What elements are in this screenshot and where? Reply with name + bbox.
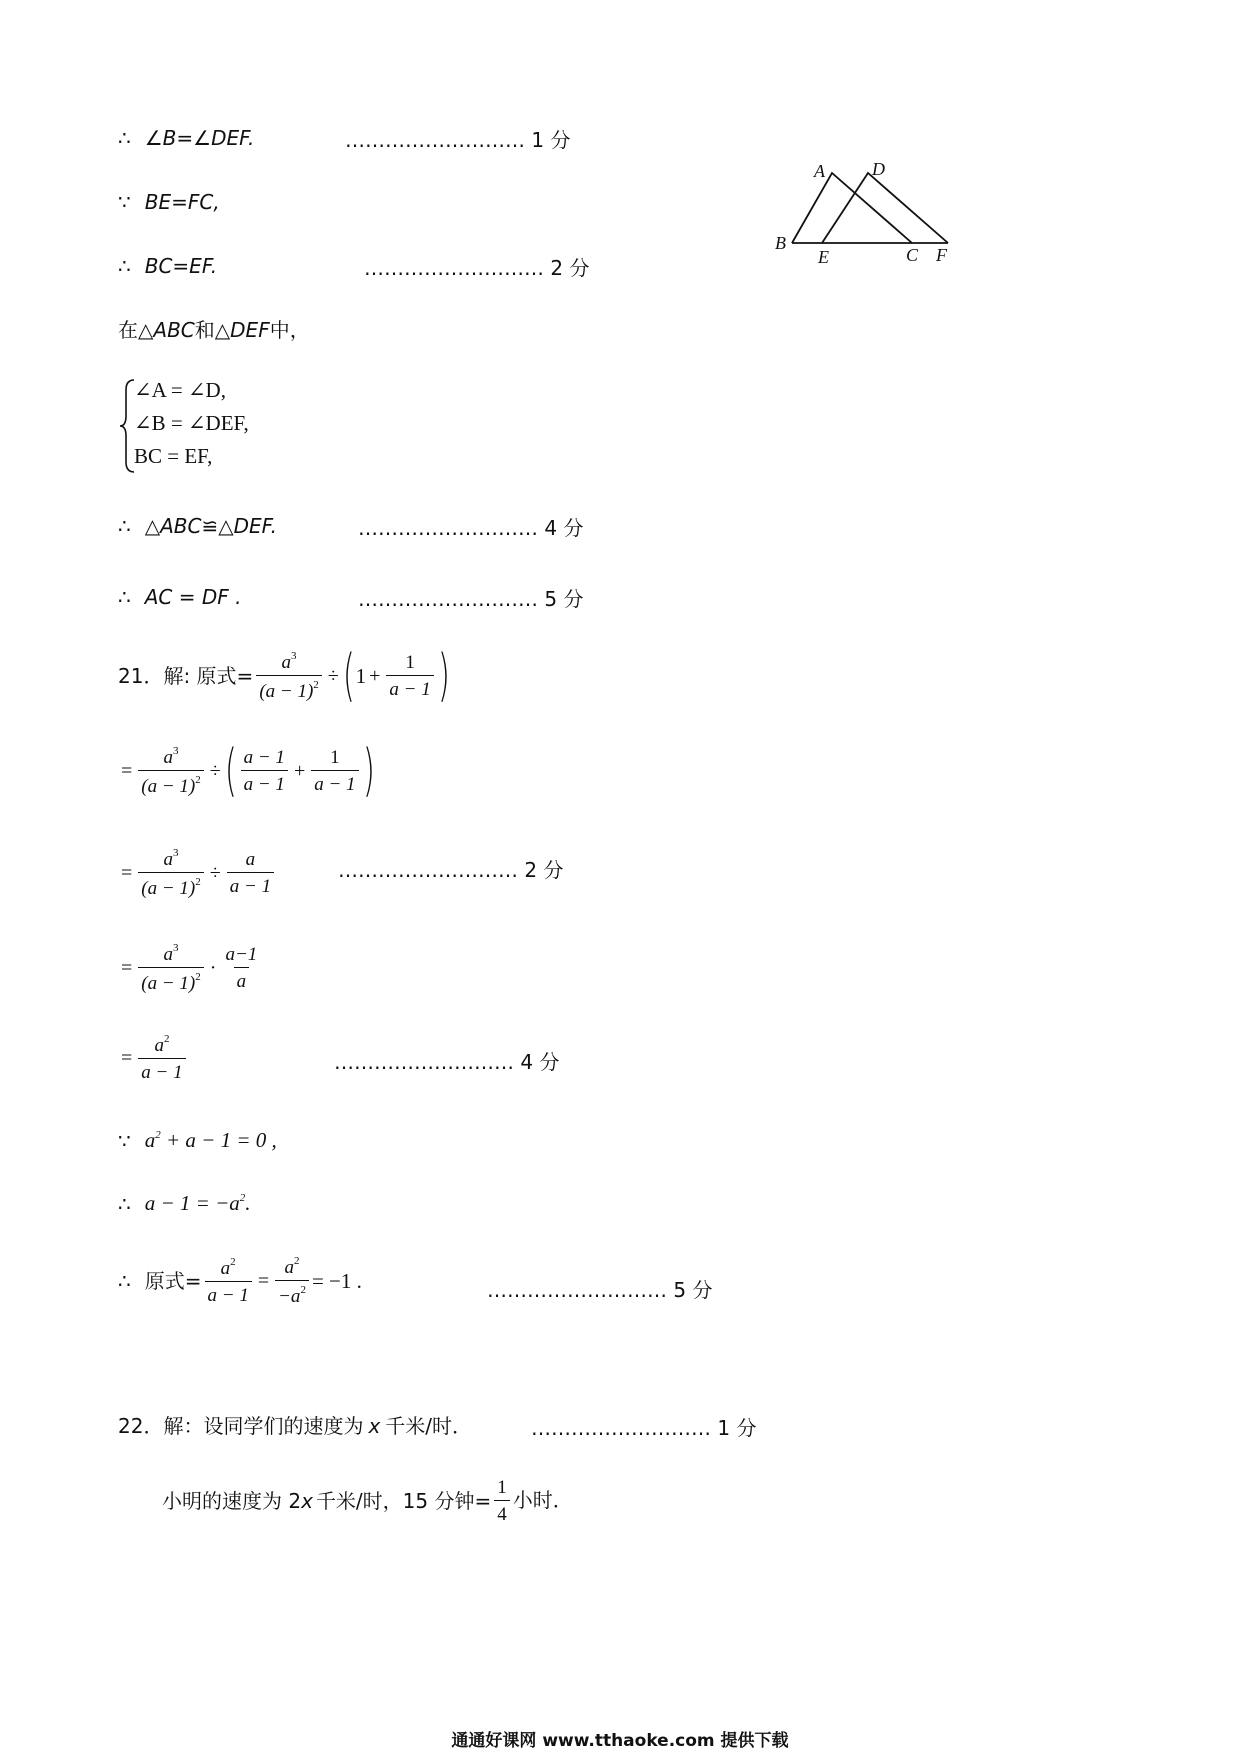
- plus-sign: +: [293, 760, 306, 782]
- triangle-abc-sides: [792, 173, 912, 243]
- equals-sign: =: [121, 1047, 133, 1069]
- label-a: A: [814, 161, 825, 181]
- score-mark: ……………………… 1 分: [531, 1416, 757, 1440]
- proof-statement: BE=FC,: [144, 190, 220, 214]
- q21-step-3: [118, 848, 277, 898]
- divide-sign: ÷: [209, 862, 221, 884]
- equals-sign: =: [257, 1270, 270, 1292]
- right-paren: ): [362, 738, 375, 803]
- fraction: $\frac{a^2}{a - 1}$: [138, 1034, 185, 1082]
- proof-line-5: [118, 516, 277, 536]
- therefore-symbol: ∴: [118, 1269, 131, 1293]
- q21-step-8: [118, 1256, 362, 1306]
- triangle-def-sides: [822, 173, 948, 243]
- label-b: B: [775, 233, 786, 253]
- equation: $a^2 + a - 1 = 0$ ,: [144, 1128, 277, 1152]
- score-mark: ……………………… 5 分: [487, 1278, 713, 1302]
- fraction: $\frac{a^2}{a - 1}$: [205, 1257, 252, 1305]
- because-symbol: ∵: [118, 190, 131, 214]
- fraction: $\frac{a^3}{(a - 1)^2}$: [138, 848, 203, 898]
- label-c: C: [906, 245, 919, 265]
- therefore-symbol: ∴: [118, 126, 131, 150]
- variable: x: [368, 1414, 381, 1438]
- fraction: $\frac{1}{a - 1}$: [386, 653, 433, 699]
- left-paren: (: [342, 643, 355, 708]
- text-segment: 和△: [194, 318, 231, 342]
- equals-sign: =: [121, 862, 133, 884]
- fraction: $\frac{a-1}{a}$: [225, 944, 258, 992]
- text-segment: 小明的速度为 2: [162, 1489, 302, 1513]
- proof-line-3: [118, 256, 217, 276]
- text-segment: 中，: [269, 318, 310, 342]
- fraction: $\frac{a - 1}{a - 1}$: [241, 748, 288, 794]
- label: 原式=: [144, 1269, 202, 1293]
- label-e: E: [818, 247, 829, 267]
- q21-step-2: [118, 738, 375, 803]
- text-segment: 在△: [118, 318, 154, 342]
- result: = −1 .: [311, 1268, 362, 1293]
- number: 1: [355, 663, 367, 688]
- question-label: 21．解: 原式=: [118, 664, 254, 688]
- because-symbol: ∵: [118, 1128, 131, 1153]
- therefore-symbol: ∴: [118, 585, 131, 609]
- label-f: F: [936, 245, 947, 265]
- triangle-name: DEF: [230, 318, 270, 342]
- q21-step-7: [118, 1193, 251, 1214]
- q22-line-2: [162, 1478, 573, 1524]
- system-line-1: ∠A = ∠D,: [134, 378, 226, 402]
- fraction: $\frac{1}{4}$: [494, 1478, 510, 1524]
- equals-sign: =: [121, 760, 133, 782]
- score-mark: ……………………… 1 分: [345, 128, 571, 152]
- score-mark: ……………………… 4 分: [334, 1050, 560, 1074]
- equals-sign: =: [121, 957, 133, 979]
- proof-statement: BC=EF.: [144, 254, 218, 278]
- q21-step-5: [118, 1034, 189, 1082]
- score-mark: ……………………… 5 分: [358, 587, 584, 611]
- right-paren: ): [437, 643, 450, 708]
- divide-sign: ÷: [327, 665, 339, 687]
- proof-line-2: [118, 192, 220, 212]
- plus-sign: +: [369, 665, 381, 687]
- fraction: $\frac{a^3}{(a - 1)^2}$: [138, 746, 203, 796]
- system-line-3: BC = EF,: [134, 444, 213, 468]
- fraction: $\frac{a^3}{(a - 1)^2}$: [256, 651, 321, 701]
- fraction: $\frac{a^2}{-a^2}$: [275, 1256, 309, 1306]
- variable: x: [301, 1489, 313, 1513]
- therefore-symbol: ∴: [118, 1191, 131, 1216]
- fraction: $\frac{a}{a - 1}$: [227, 850, 274, 896]
- multiply-dot: ·: [209, 957, 217, 979]
- q21-step-6: [118, 1130, 277, 1151]
- footer-watermark: 通通好课网 www.tthaoke.com 提供下载: [451, 1731, 789, 1751]
- label-d: D: [872, 159, 885, 179]
- proof-statement: AC = DF .: [144, 585, 242, 609]
- text-segment: 千米/时．: [385, 1414, 473, 1438]
- equation: $a - 1 = -a^2$.: [144, 1191, 251, 1215]
- q21-step-1: [118, 643, 451, 708]
- proof-line-6: [118, 587, 241, 607]
- left-paren: (: [224, 738, 237, 803]
- q21-step-4: [118, 943, 263, 993]
- proof-statement: △ABC≌△DEF.: [144, 514, 277, 538]
- score-mark: ……………………… 2 分: [338, 858, 564, 882]
- therefore-symbol: ∴: [118, 254, 131, 278]
- system-line-2: ∠B = ∠DEF,: [134, 411, 249, 435]
- proof-statement: ∠B=∠DEF.: [144, 126, 255, 150]
- score-mark: ……………………… 2 分: [364, 256, 590, 280]
- triangle-figure: [770, 155, 960, 270]
- score-mark: ……………………… 4 分: [358, 516, 584, 540]
- text-segment: 千米/时，15 分钟=: [315, 1489, 492, 1513]
- triangle-name: ABC: [153, 318, 195, 342]
- proof-line-4: [118, 320, 310, 340]
- fraction: $\frac{a^3}{(a - 1)^2}$: [138, 943, 203, 993]
- divide-sign: ÷: [209, 760, 221, 782]
- text-segment: 小时．: [512, 1490, 573, 1512]
- fraction: $\frac{1}{a - 1}$: [311, 748, 358, 794]
- therefore-symbol: ∴: [118, 514, 131, 538]
- q22-line-1: [118, 1416, 472, 1436]
- question-label: 22．解：设同学们的速度为: [118, 1414, 364, 1438]
- proof-line-1: [118, 128, 254, 148]
